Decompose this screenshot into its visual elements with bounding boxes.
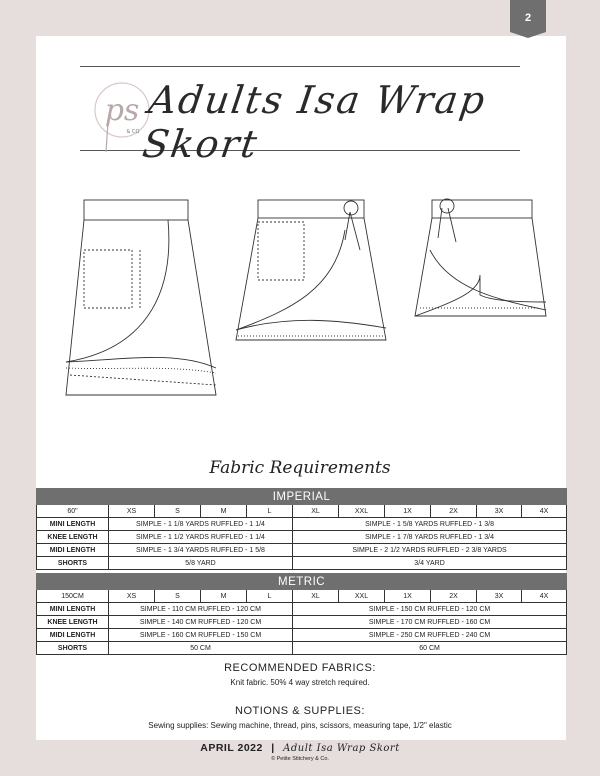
size-xs: XS	[109, 505, 155, 518]
yardage-large: 3/4 YARD	[293, 557, 567, 570]
size-xs: XS	[109, 590, 155, 603]
row-label: KNEE LENGTH	[37, 531, 109, 544]
header-rule-top	[80, 66, 520, 67]
metric-small: SIMPLE - 110 CM RUFFLED - 120 CM	[109, 603, 293, 616]
imperial-table	[36, 488, 567, 570]
notions-text: Sewing supplies: Sewing machine, thread, pins, scissors, measuring tape, 1/2" elastic	[148, 721, 452, 730]
yardage-large: SIMPLE - 1 7/8 YARDS RUFFLED - 1 3/4	[293, 531, 567, 544]
footer-pattern-name: Adult Isa Wrap Skort	[283, 743, 400, 754]
footer	[0, 742, 600, 754]
size-2x: 2X	[431, 505, 477, 518]
size-xxl: XXL	[339, 505, 385, 518]
size-1x: 1X	[385, 505, 431, 518]
footer-separator: |	[271, 742, 275, 754]
yardage-small: SIMPLE - 1 1/2 YARDS RUFFLED - 1 1/4	[109, 531, 293, 544]
yardage-small: 5/8 YARD	[109, 557, 293, 570]
garment-illustrations	[0, 190, 600, 420]
yardage-large: SIMPLE - 2 1/2 YARDS RUFFLED - 2 3/8 YARDS	[293, 544, 567, 557]
midi-length-wrap-skirt	[66, 200, 216, 395]
row-label: SHORTS	[37, 557, 109, 570]
yardage-large: SIMPLE - 1 5/8 YARDS RUFFLED - 1 3/8	[293, 518, 567, 531]
imperial-width: 60"	[37, 505, 109, 518]
metric-width: 150CM	[37, 590, 109, 603]
fabric-requirements-heading: Fabric Requirements	[209, 458, 391, 478]
size-1x: 1X	[385, 590, 431, 603]
imperial-label: IMPERIAL	[37, 489, 567, 505]
yardage-small: SIMPLE - 1 3/4 YARDS RUFFLED - 1 5/8	[109, 544, 293, 557]
size-m: M	[201, 590, 247, 603]
notions-heading: NOTIONS & SUPPLIES:	[235, 705, 365, 717]
metric-small: SIMPLE - 140 CM RUFFLED - 120 CM	[109, 616, 293, 629]
footer-date: APRIL 2022	[200, 742, 263, 754]
size-4x: 4X	[522, 505, 567, 518]
logo-letters: ps	[104, 93, 140, 128]
size-xl: XL	[293, 590, 339, 603]
size-xl: XL	[293, 505, 339, 518]
metric-large: SIMPLE - 170 CM RUFFLED - 160 CM	[293, 616, 567, 629]
row-label: KNEE LENGTH	[37, 616, 109, 629]
size-m: M	[201, 505, 247, 518]
metric-large: SIMPLE - 150 CM RUFFLED - 120 CM	[293, 603, 567, 616]
size-l: L	[247, 505, 293, 518]
size-4x: 4X	[522, 590, 567, 603]
recommended-fabrics-heading: RECOMMENDED FABRICS:	[224, 662, 376, 674]
size-3x: 3X	[477, 505, 522, 518]
page-number-badge	[510, 0, 546, 38]
size-s: S	[155, 590, 201, 603]
row-label: MIDI LENGTH	[37, 629, 109, 642]
size-3x: 3X	[477, 590, 522, 603]
size-s: S	[155, 505, 201, 518]
pattern-title: Adults Isa Wrap Skort	[139, 78, 490, 166]
yardage-small: SIMPLE - 1 1/8 YARDS RUFFLED - 1 1/4	[109, 518, 293, 531]
metric-large: 60 CM	[293, 642, 567, 655]
row-label: MINI LENGTH	[37, 518, 109, 531]
logo-sub: & CO	[126, 129, 140, 135]
size-2x: 2X	[431, 590, 477, 603]
metric-large: SIMPLE - 250 CM RUFFLED - 240 CM	[293, 629, 567, 642]
size-xxl: XXL	[339, 590, 385, 603]
metric-small: SIMPLE - 160 CM RUFFLED - 150 CM	[109, 629, 293, 642]
metric-label: METRIC	[37, 574, 567, 590]
copyright: © Petite Stitchery & Co.	[271, 756, 329, 762]
metric-small: 50 CM	[109, 642, 293, 655]
knee-length-wrap-skirt	[236, 200, 386, 340]
row-label: MIDI LENGTH	[37, 544, 109, 557]
row-label: SHORTS	[37, 642, 109, 655]
page-number: 2	[524, 12, 532, 24]
shorts-wrap-skort	[415, 199, 546, 316]
metric-table	[36, 573, 567, 655]
recommended-fabrics-text: Knit fabric. 50% 4 way stretch required.	[230, 678, 370, 687]
row-label: MINI LENGTH	[37, 603, 109, 616]
size-l: L	[247, 590, 293, 603]
